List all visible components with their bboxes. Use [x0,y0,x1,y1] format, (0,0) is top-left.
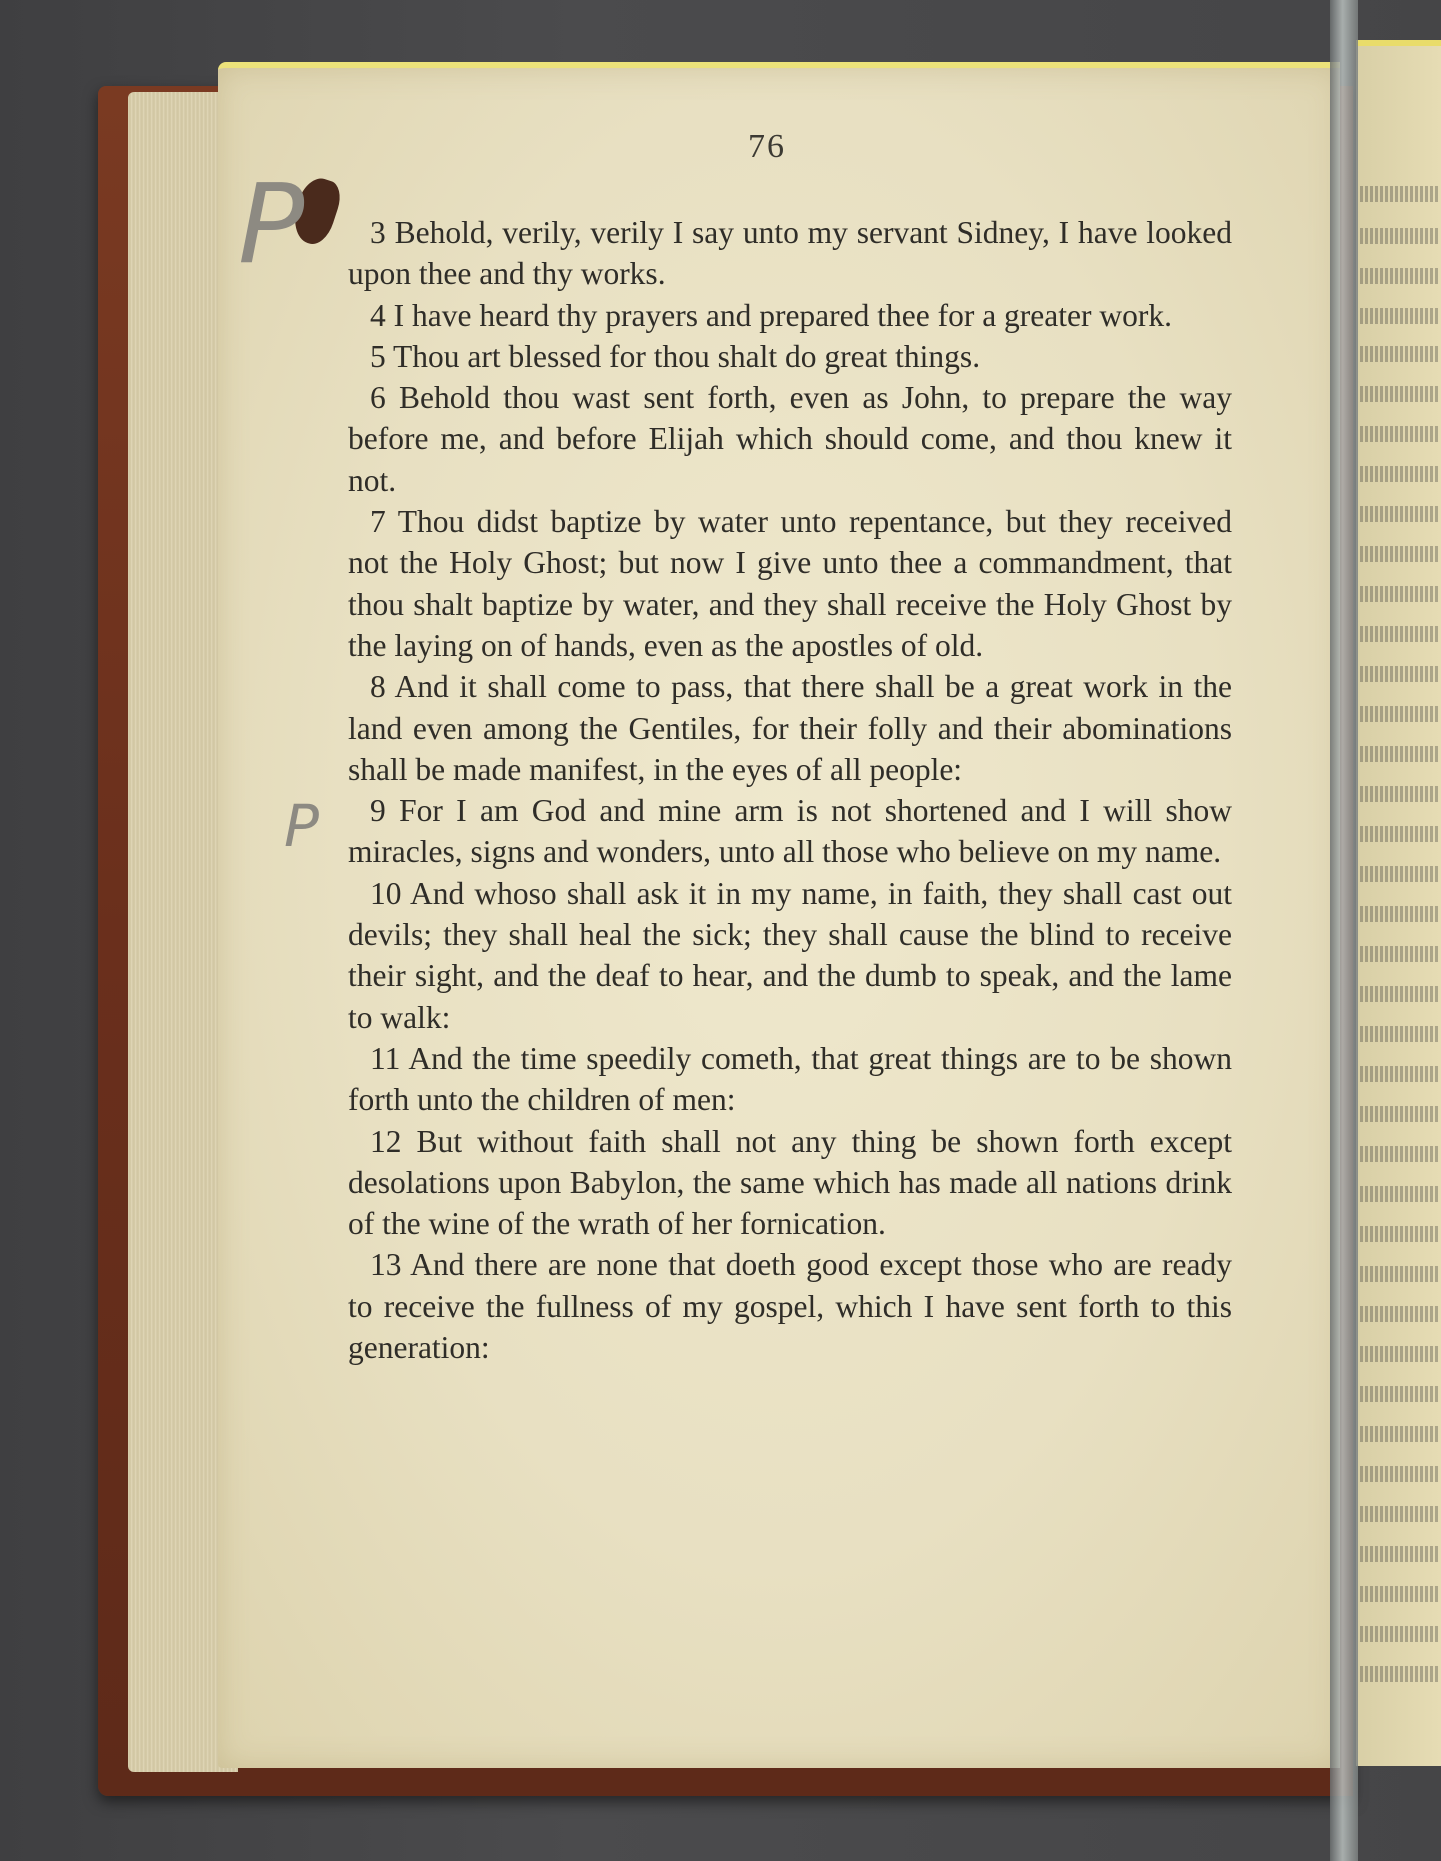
right-page-text-line [1360,186,1440,202]
right-page-text-line [1360,866,1440,882]
right-page-text-line [1360,906,1440,922]
right-page-text-line [1360,1346,1440,1362]
right-page-text-line [1360,1626,1440,1642]
verse-5: 5 Thou art blessed for thou shalt do great things. [370,338,981,374]
right-page-text-line [1360,1106,1440,1122]
right-page-text-line [1360,1506,1440,1522]
page-number: 76 [748,128,786,165]
right-page-text-line [1360,626,1440,642]
right-page-text-line [1360,946,1440,962]
verse-8: 8 And it shall come to pass, that there shall be a great work in the land even among the Gentiles, for their folly and their abominations shall be made manifest, in the eyes of all people: [348,669,1232,787]
right-page-text-line [1360,1306,1440,1322]
right-page-text-line [1360,1466,1440,1482]
right-page-text-line [1360,1026,1440,1042]
right-page-text-line [1360,466,1440,482]
right-page-text-line [1360,1586,1440,1602]
verse-12: 12 But without faith shall not any thing be shown forth except desolations upon Babylon, the same which has made all nations drink of the wine of the wrath of her fornication. [348,1123,1232,1242]
right-page-text-line [1360,1266,1440,1282]
right-page-text-line [1360,1666,1440,1682]
verse-11: 11 And the time speedily cometh, that great things are to be shown forth unto the children of men: [348,1040,1232,1118]
right-page-text-line [1360,228,1440,244]
right-page-text-line [1360,1386,1440,1402]
verse-10: 10 And whoso shall ask it in my name, in faith, they shall cast out devils; they shall heal the sick; they shall cause the blind to receive their sight, and the deaf to hear, and the dumb to speak, and the lame to walk: [348,875,1232,1035]
right-page-text-line [1360,986,1440,1002]
verse-7: 7 Thou didst baptize by water unto repentance, but they received not the Holy Ghost; but now I give unto thee a commandment, that thou shalt baptize by water, and they shall receive the Holy Ghost by the laying on of hands, even as the apostles of old. [348,504,1232,663]
right-page-text-line [1360,426,1440,442]
pencil-margin-mark-top: P [238,160,305,288]
right-page-fragment [1356,40,1441,1766]
pencil-margin-mark-lower: P [284,792,319,860]
verse-9: 9 For I am God and mine arm is not shortened and I will show miracles, signs and wonders, unto all those who believe on my name. [348,793,1232,870]
right-page-text-line [1360,546,1440,562]
right-page-text-line [1360,386,1440,402]
right-page-text-line [1360,1226,1440,1242]
right-page-text-line [1360,1546,1440,1562]
verse-3: 3 Behold, verily, verily I say unto my servant Sidney, I have looked upon thee and thy works. [348,215,1232,292]
glass-gutter [1330,0,1358,1861]
page-body-text [348,212,1232,1368]
right-page-text-line [1360,1186,1440,1202]
verse-13: 13 And there are none that doeth good except those who are ready to receive the fullness of my gospel, which I have sent forth to this generation: [348,1247,1232,1366]
right-page-text-line [1360,786,1440,802]
right-page-text-line [1360,268,1440,284]
right-page-text-line [1360,1146,1440,1162]
right-page-text-line [1360,826,1440,842]
right-page-text-line [1360,506,1440,522]
right-page-text-line [1360,308,1440,324]
right-page-text-line [1360,666,1440,682]
right-page-text-line [1360,1066,1440,1082]
right-page-text-line [1360,1426,1440,1442]
right-page-text-line [1360,746,1440,762]
verse-6: 6 Behold thou wast sent forth, even as John, to prepare the way before me, and before Elijah which should come, and thou knew it not. [348,380,1232,498]
verse-4: 4 I have heard thy prayers and prepared thee for a greater work. [370,297,1172,333]
right-page-text-line [1360,346,1440,362]
right-page-text-line [1360,706,1440,722]
right-page-text-line [1360,586,1440,602]
